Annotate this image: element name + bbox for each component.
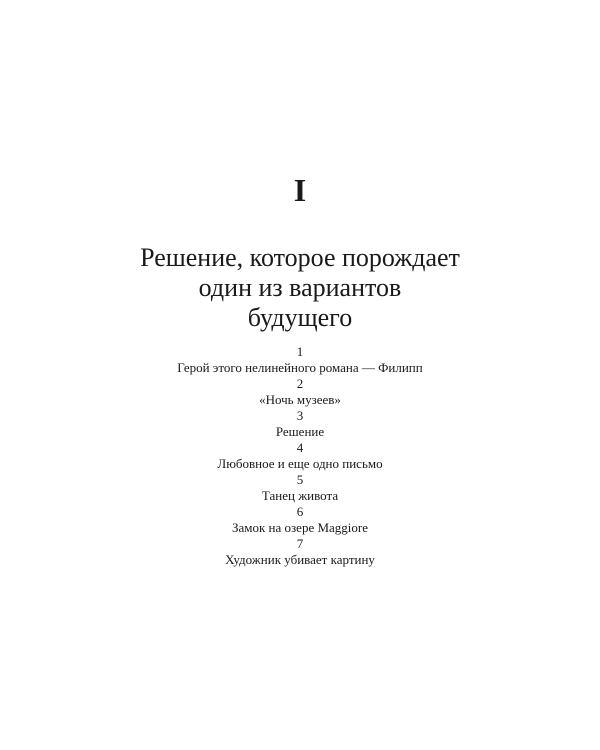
toc-item-number: 6 — [296, 504, 304, 519]
toc-item — [0, 344, 600, 376]
toc-item-label: Замок на озере Maggiore — [231, 520, 369, 535]
toc-item — [0, 472, 600, 504]
toc-item-number: 7 — [296, 536, 304, 551]
toc-item-number: 2 — [296, 376, 304, 391]
chapter-title-line: Решение, которое порождает — [140, 243, 460, 272]
chapter-title-line: один из вариантов — [198, 273, 402, 302]
toc-item-number: 5 — [296, 472, 304, 487]
chapter-title-line: будущего — [247, 303, 353, 332]
toc-item — [0, 504, 600, 536]
toc-item-label: Герой этого нелинейного романа — Филипп — [177, 360, 423, 375]
toc-item-label: Художник убивает картину — [225, 552, 375, 567]
toc-item-label: «Ночь музеев» — [259, 392, 341, 407]
toc-item-number: 4 — [296, 440, 304, 455]
toc-item — [0, 376, 600, 408]
toc-item-label: Решение — [275, 424, 325, 439]
chapter-title — [0, 243, 600, 333]
table-of-contents — [0, 344, 600, 568]
toc-item-number: 1 — [296, 344, 304, 359]
toc-item-number: 3 — [296, 408, 304, 423]
toc-item — [0, 536, 600, 568]
toc-item-label: Танец живота — [261, 488, 339, 503]
toc-item — [0, 440, 600, 472]
toc-item — [0, 408, 600, 440]
toc-item-label: Любовное и еще одно письмо — [217, 456, 383, 471]
part-number: I — [293, 172, 307, 208]
